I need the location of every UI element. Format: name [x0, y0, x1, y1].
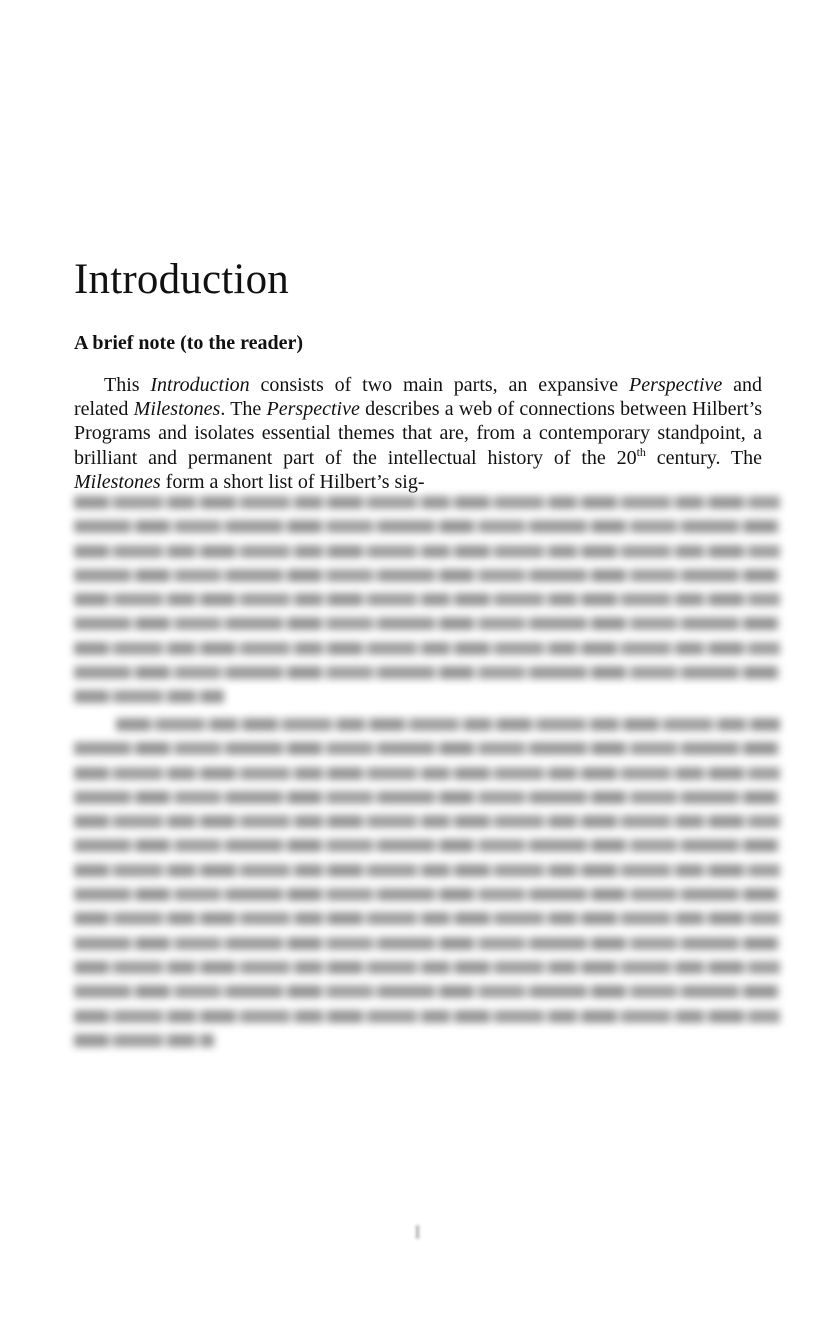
- blurred-text-block: [74, 496, 780, 715]
- blurred-line: [74, 767, 780, 780]
- blurred-line: [74, 617, 780, 630]
- paragraph-italic-milestones: Milestones: [74, 470, 161, 493]
- blurred-line: [74, 593, 780, 606]
- paragraph-text: consists of two main parts, an expansive: [249, 374, 629, 396]
- ordinal-superscript: th: [636, 444, 646, 459]
- blurred-line: [74, 545, 780, 558]
- paragraph-italic-introduction: Introduction: [150, 374, 250, 396]
- blurred-line: [74, 791, 780, 804]
- blurred-line: [74, 1034, 214, 1047]
- blurred-line: [74, 1010, 780, 1023]
- paragraph-text: . The: [220, 398, 267, 421]
- blurred-line: [74, 839, 780, 852]
- paragraph-text: century. The: [645, 446, 763, 469]
- page-number: I: [414, 1222, 421, 1242]
- paragraph-text: and related: [74, 374, 762, 421]
- chapter-title: Introduction: [74, 256, 289, 303]
- blurred-line: [74, 961, 780, 974]
- paragraph-italic-perspective: Perspective: [629, 374, 723, 396]
- blurred-line: [74, 937, 780, 950]
- blurred-line: [74, 815, 780, 828]
- blurred-line: [74, 666, 780, 679]
- paragraph-text: This: [104, 374, 151, 396]
- paragraph-italic-perspective: Perspective: [266, 398, 360, 421]
- blurred-line: [74, 520, 780, 533]
- blurred-line: [74, 742, 780, 755]
- blurred-line: [74, 985, 780, 998]
- blurred-line: [74, 496, 780, 509]
- blurred-line: [74, 864, 780, 877]
- blurred-line: [74, 888, 780, 901]
- section-heading: A brief note (to the reader): [74, 332, 304, 354]
- intro-paragraph: [74, 373, 762, 494]
- paragraph-text: form a short list of Hilbert’s sig-: [160, 470, 425, 493]
- paragraph-text: describes a web of connections between Hilbert’s Programs and isolates essential themes that are, from a contemporary standpoint, a brilliant and permanent part of the intellectual history of the 20: [74, 398, 762, 469]
- blurred-line: [116, 718, 780, 731]
- blurred-line: [74, 642, 780, 655]
- paragraph-italic-milestones: Milestones: [133, 398, 221, 421]
- blurred-line: [74, 690, 224, 703]
- blurred-line: [74, 569, 780, 582]
- blurred-line: [74, 912, 780, 925]
- blurred-text-block: [74, 718, 780, 1058]
